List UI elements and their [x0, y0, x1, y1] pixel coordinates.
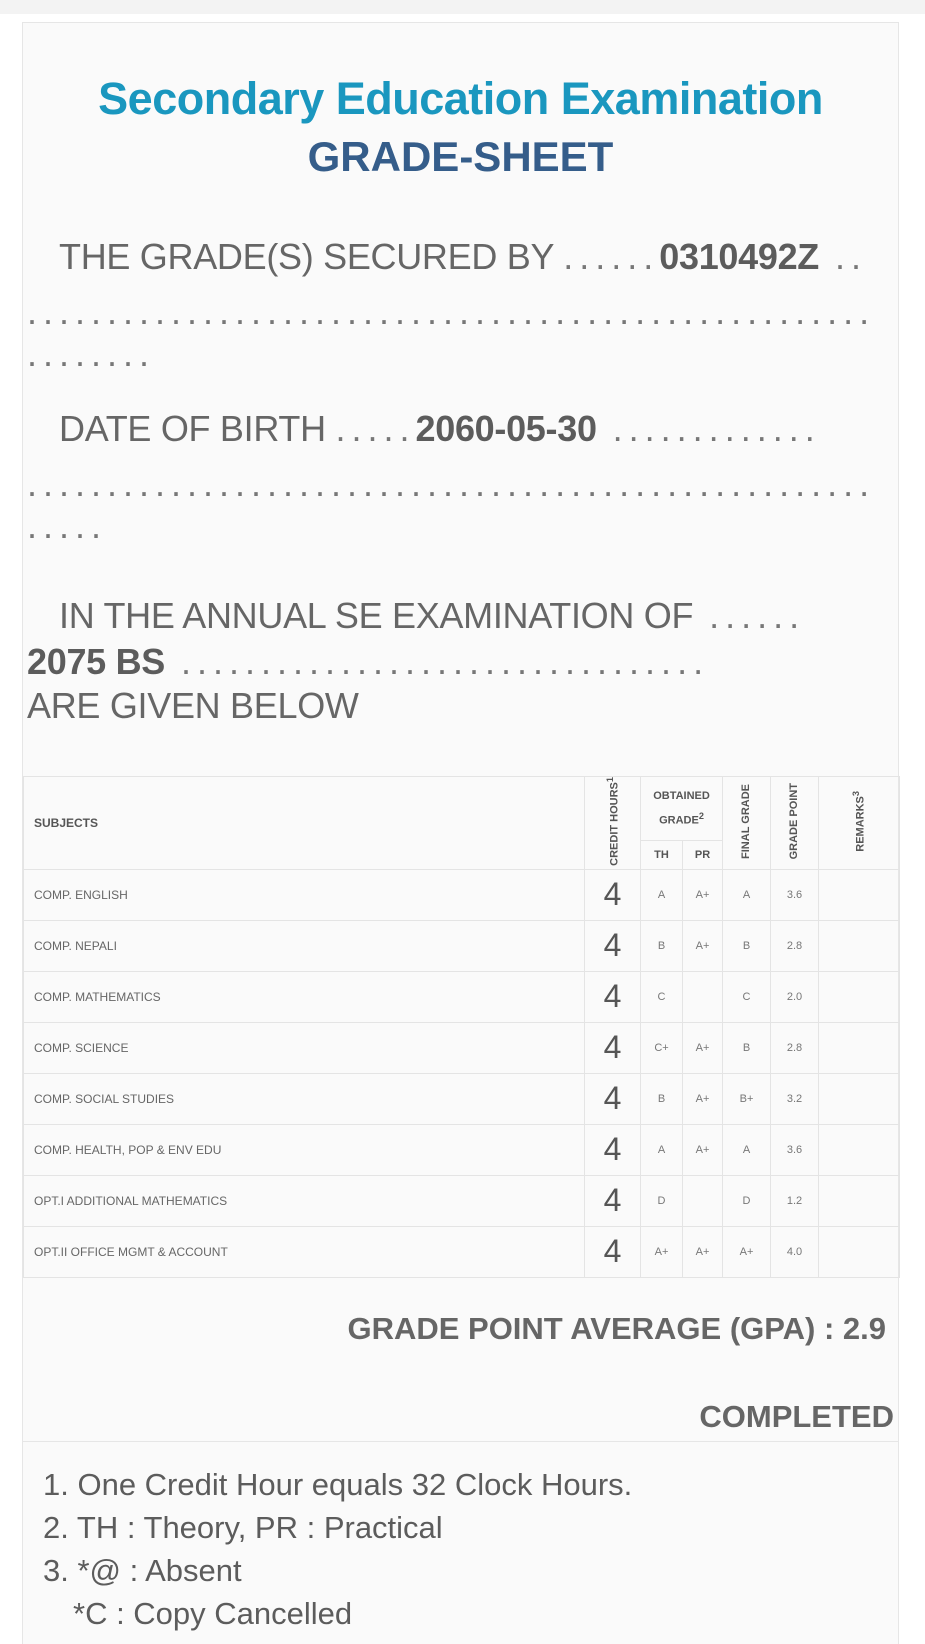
exam-line: IN THE ANNUAL SE EXAMINATION OF ......	[59, 595, 806, 636]
table-row	[24, 869, 900, 920]
theory-grade-cell: A+	[641, 1226, 683, 1277]
header-subjects: SUBJECTS	[24, 777, 585, 870]
theory-grade-cell: A	[641, 869, 683, 920]
credit-hours-cell: 4	[585, 1175, 641, 1226]
grade-point-cell: 4.0	[771, 1226, 819, 1277]
date-of-birth: 2060-05-30	[415, 408, 597, 449]
table-row	[24, 1226, 900, 1277]
remarks-cell	[819, 920, 900, 971]
credit-hours-cell: 4	[585, 1073, 641, 1124]
theory-grade-cell: C+	[641, 1022, 683, 1073]
final-grade-cell: B	[723, 1022, 771, 1073]
remarks-cell	[819, 869, 900, 920]
subject-cell: OPT.II OFFICE MGMT & ACCOUNT	[24, 1226, 585, 1277]
exam-year: 2075 BS	[27, 641, 165, 682]
credit-hours-cell: 4	[585, 920, 641, 971]
top-status-strip	[0, 0, 925, 14]
theory-grade-cell: D	[641, 1175, 683, 1226]
grade-sheet-card	[22, 22, 899, 1644]
dotted-filler: .....................................................	[27, 463, 876, 504]
grade-point-cell: 2.8	[771, 920, 819, 971]
final-grade-cell: A+	[723, 1226, 771, 1277]
credit-hours-cell: 4	[585, 1022, 641, 1073]
practical-grade-cell: A+	[683, 1124, 723, 1175]
final-grade-cell: C	[723, 971, 771, 1022]
final-grade-cell: A	[723, 869, 771, 920]
practical-grade-cell: A+	[683, 1226, 723, 1277]
table-row	[24, 971, 900, 1022]
remarks-cell	[819, 1124, 900, 1175]
subject-cell: COMP. NEPALI	[24, 920, 585, 971]
result-status: COMPLETED	[699, 1399, 894, 1434]
theory-grade-cell: A	[641, 1124, 683, 1175]
theory-grade-cell: C	[641, 971, 683, 1022]
remarks-cell	[819, 1175, 900, 1226]
symbol-number: 0310492Z	[659, 236, 819, 277]
remarks-cell	[819, 1022, 900, 1073]
footnotes	[43, 1463, 632, 1635]
dob-line: DATE OF BIRTH .....2060-05-30 .............	[59, 408, 821, 449]
page-title: Secondary Education Examination	[98, 73, 823, 124]
notes-divider	[23, 1441, 898, 1442]
header-credit-hours: CREDIT HOURS$^1$	[585, 777, 641, 870]
grade-point-cell: 2.8	[771, 1022, 819, 1073]
subject-cell: COMP. SCIENCE	[24, 1022, 585, 1073]
secured-by-line: THE GRADE(S) SECURED BY ......0310492Z ..	[59, 236, 868, 277]
grade-point-cell: 3.6	[771, 869, 819, 920]
remarks-cell	[819, 1226, 900, 1277]
subject-cell: COMP. MATHEMATICS	[24, 971, 585, 1022]
subject-cell: OPT.I ADDITIONAL MATHEMATICS	[24, 1175, 585, 1226]
credit-hours-cell: 4	[585, 971, 641, 1022]
footnote-copy-cancelled: *C : Copy Cancelled	[73, 1596, 353, 1631]
table-row	[24, 1073, 900, 1124]
final-grade-cell: B+	[723, 1073, 771, 1124]
credit-hours-cell: 4	[585, 869, 641, 920]
secured-by-label: THE GRADE(S) SECURED BY	[59, 236, 554, 277]
table-row	[24, 1022, 900, 1073]
header-final-grade: FINAL GRADE	[723, 777, 771, 870]
subject-cell: COMP. HEALTH, POP & ENV EDU	[24, 1124, 585, 1175]
grade-point-cell: 3.2	[771, 1073, 819, 1124]
header-th: TH	[641, 840, 683, 869]
subject-cell: COMP. SOCIAL STUDIES	[24, 1073, 585, 1124]
grade-point-cell: 3.6	[771, 1124, 819, 1175]
practical-grade-cell	[683, 971, 723, 1022]
credit-hours-cell: 4	[585, 1226, 641, 1277]
page-subtitle: GRADE-SHEET	[307, 133, 614, 180]
final-grade-cell: B	[723, 920, 771, 971]
credit-hours-cell: 4	[585, 1124, 641, 1175]
remarks-cell	[819, 1073, 900, 1124]
table-row	[24, 920, 900, 971]
dotted-filler: ........	[27, 333, 156, 374]
gpa-summary: GRADE POINT AVERAGE (GPA) : 2.9	[347, 1311, 886, 1346]
practical-grade-cell: A+	[683, 1073, 723, 1124]
practical-grade-cell: A+	[683, 1022, 723, 1073]
theory-grade-cell: B	[641, 1073, 683, 1124]
exam-year-line: 2075 BS .................................	[27, 641, 710, 682]
remarks-cell	[819, 971, 900, 1022]
theory-grade-cell: B	[641, 920, 683, 971]
footnote-absent: 3. *@ : Absent	[43, 1553, 242, 1588]
exam-label: IN THE ANNUAL SE EXAMINATION OF	[59, 595, 694, 636]
grade-point-cell: 2.0	[771, 971, 819, 1022]
footnote-credit-hour: 1. One Credit Hour equals 32 Clock Hours.	[43, 1467, 633, 1502]
table-row	[24, 1175, 900, 1226]
grades-table	[23, 776, 900, 1278]
dob-label: DATE OF BIRTH	[59, 408, 326, 449]
subject-cell: COMP. ENGLISH	[24, 869, 585, 920]
practical-grade-cell: A+	[683, 869, 723, 920]
header-grade-point: GRADE POINT	[771, 777, 819, 870]
given-below-text: ARE GIVEN BELOW	[27, 685, 359, 726]
grade-point-cell: 1.2	[771, 1175, 819, 1226]
final-grade-cell: D	[723, 1175, 771, 1226]
dotted-filler: .....................................................	[27, 291, 876, 332]
footnote-th-pr: 2. TH : Theory, PR : Practical	[43, 1510, 443, 1545]
dotted-filler: .....	[27, 505, 108, 546]
header-pr: PR	[683, 840, 723, 869]
header-obtained-grade: OBTAINED GRADE$^2$	[641, 777, 723, 841]
table-row	[24, 1124, 900, 1175]
practical-grade-cell	[683, 1175, 723, 1226]
practical-grade-cell: A+	[683, 920, 723, 971]
header-remarks: REMARKS$^3$	[819, 777, 900, 870]
final-grade-cell: A	[723, 1124, 771, 1175]
